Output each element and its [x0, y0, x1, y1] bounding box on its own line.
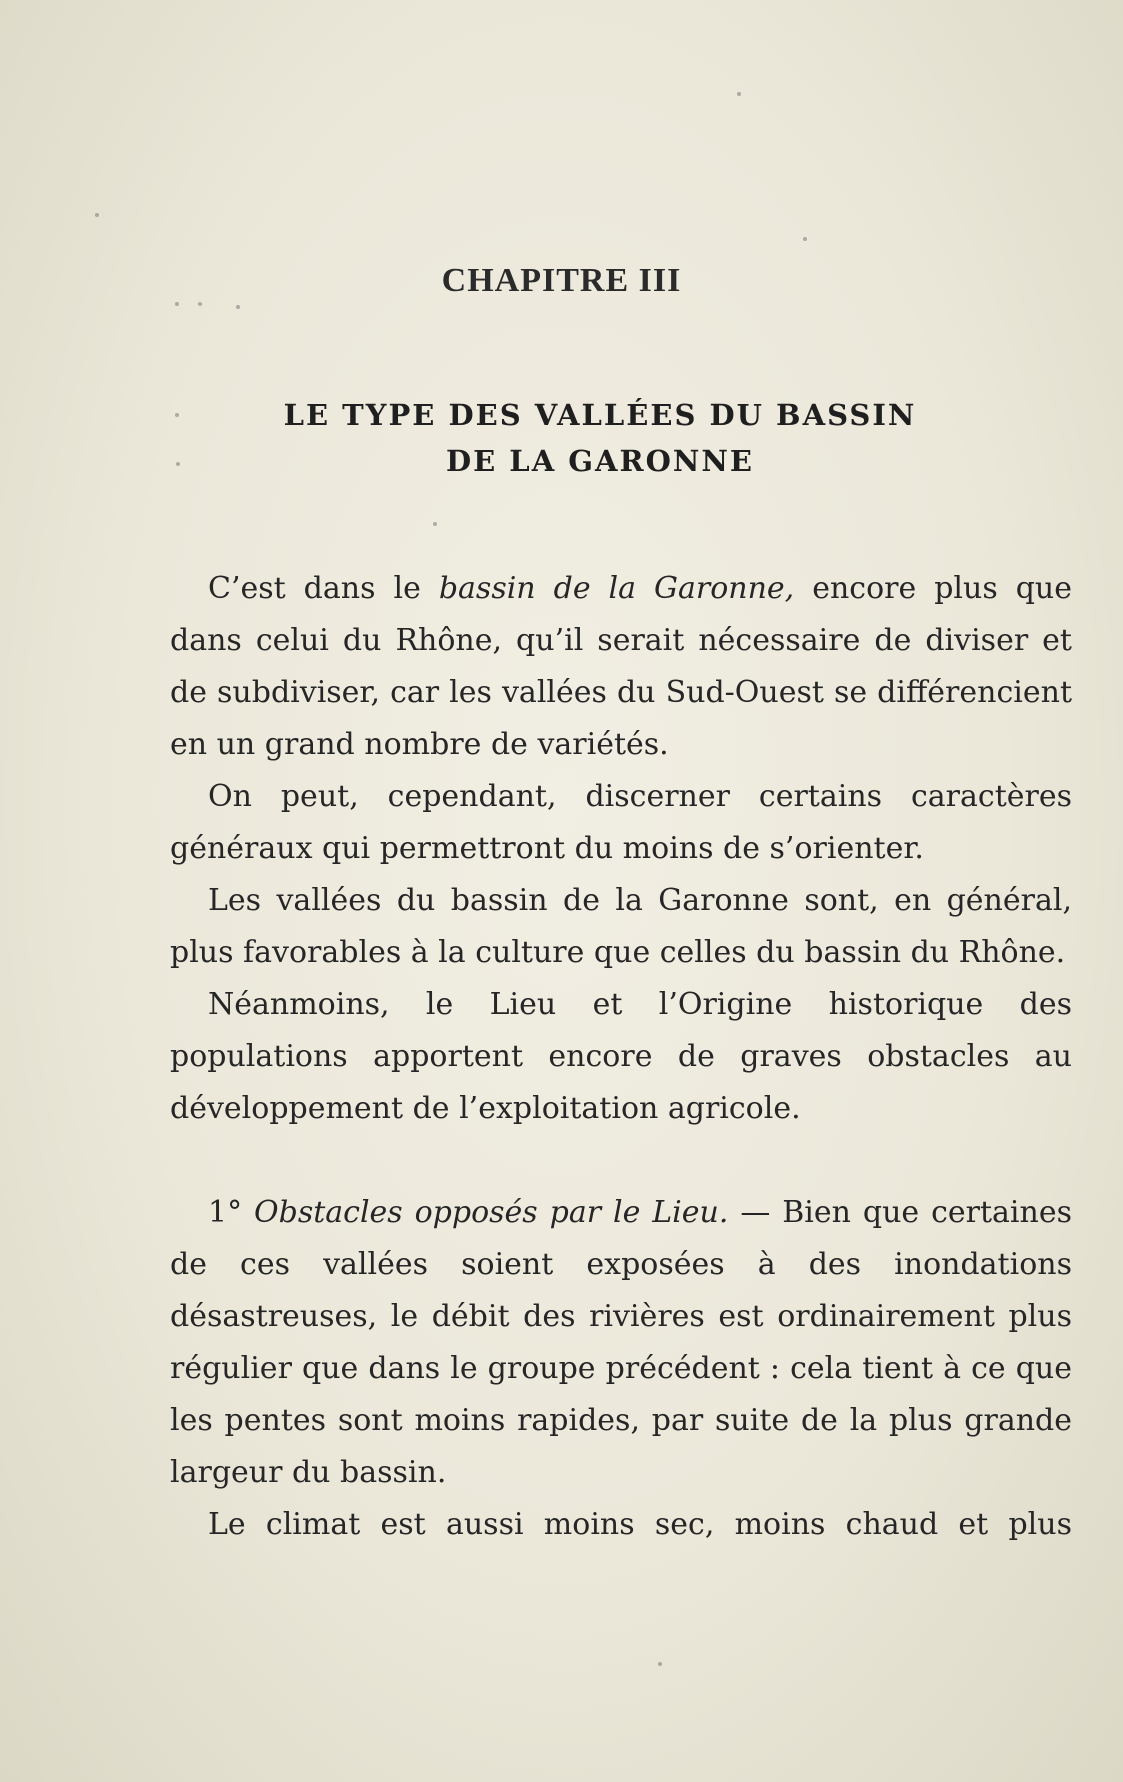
paragraph-4: Néanmoins, le Lieu et l’Origine historique des populations apportent encore de graves obstacles au développement de l’exploitation agricole. — [170, 987, 1072, 1126]
paper-speck — [175, 302, 179, 306]
body-text — [170, 563, 1072, 1551]
chapter-heading: CHAPITRE III — [441, 262, 682, 299]
chapter-title — [200, 392, 1000, 484]
paragraph-6: Le climat est aussi moins sec, moins chaud et plus — [208, 1507, 1072, 1542]
section-spacer — [170, 1135, 1072, 1187]
italic-term: bassin de la Garonne, — [438, 571, 795, 606]
paragraph-text: — Bien que certaines de ces vallées soient exposées à des inondations désastreuses, le débit des rivières est ordinairement plus régulier que dans le groupe précédent : cela tient à ce que les pentes sont moins rapides, par suite de la plus grande largeur du bassin. — [170, 1195, 1072, 1490]
paper-speck — [176, 462, 180, 466]
paper-speck — [658, 1662, 662, 1666]
paragraph-5 — [170, 1187, 1072, 1499]
paper-speck — [737, 92, 741, 96]
paper-speck — [236, 305, 240, 309]
chapter-title-line-1: LE TYPE DES VALLÉES DU BASSIN — [283, 398, 917, 432]
chapter-title-line-2: DE LA GARONNE — [445, 444, 755, 478]
paragraph-text: 1° — [208, 1195, 255, 1230]
paragraph-text: encore plus que dans celui du Rhône, qu’il serait nécessaire de diviser et de subdiviser, car les vallées du Sud-Ouest se différencient en un grand nombre de variétés. — [170, 571, 1073, 762]
paragraph-2: On peut, cependant, discerner certains caractères généraux qui permettront du moins de s’orienter. — [170, 779, 1072, 866]
paper-speck — [175, 413, 179, 417]
italic-heading: Obstacles opposés par le Lieu. — [254, 1195, 729, 1230]
paper-speck — [95, 213, 99, 217]
paper-speck — [433, 522, 437, 526]
paragraph-text: C’est dans le — [208, 571, 439, 606]
paper-speck — [803, 237, 807, 241]
paragraph-1 — [170, 563, 1072, 771]
paragraph-3: Les vallées du bassin de la Garonne sont, en général, plus favorables à la culture que celles du bassin du Rhône. — [170, 883, 1072, 970]
paper-speck — [198, 302, 202, 306]
